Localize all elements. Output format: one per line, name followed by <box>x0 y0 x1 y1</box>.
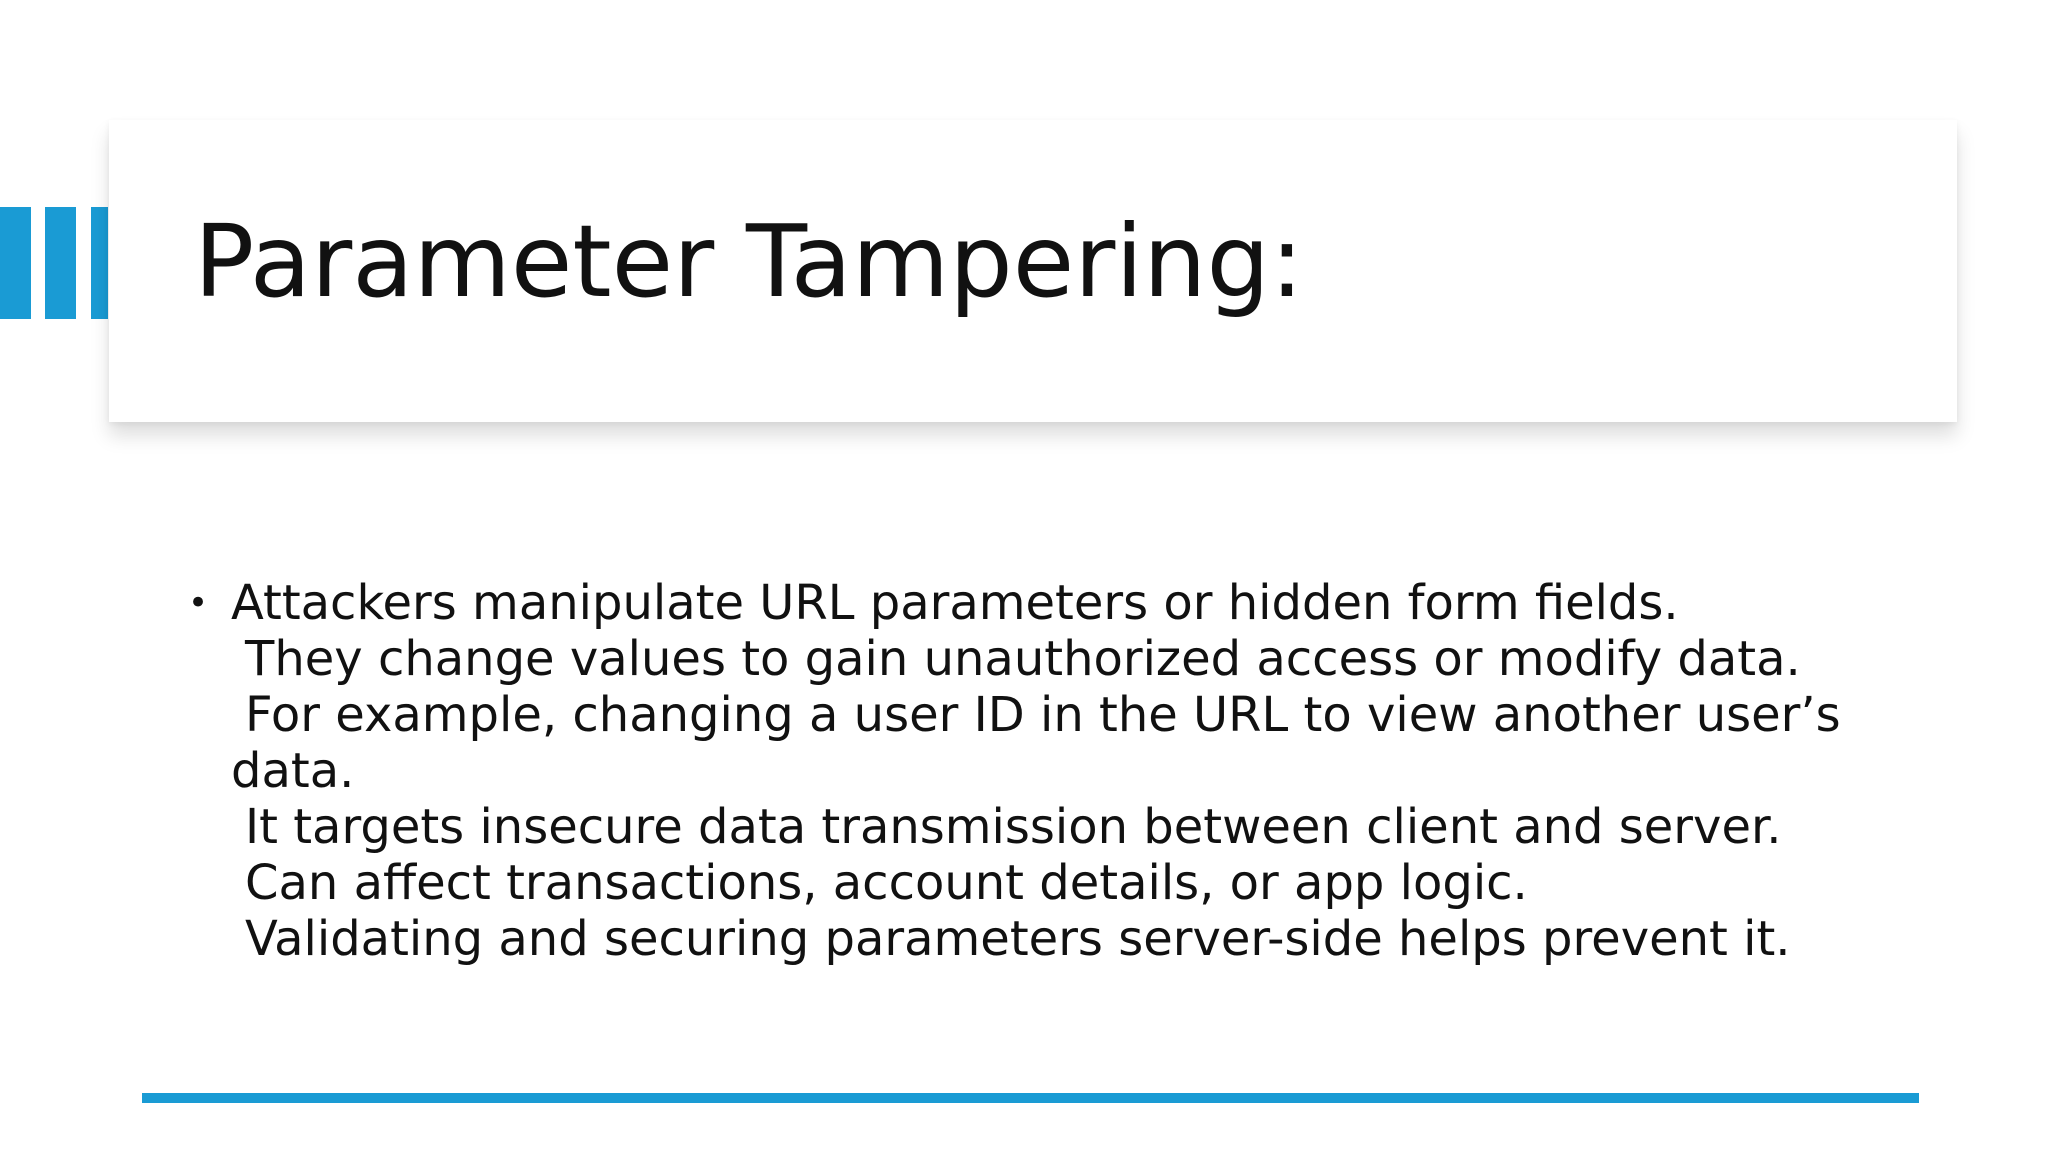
bullet-line: Validating and securing parameters server-side helps prevent it. <box>245 911 1791 967</box>
title-accent-bars <box>0 207 110 319</box>
bullet-line: It targets insecure data transmission between client and server. <box>245 799 1782 855</box>
slide-title: Parameter Tampering: <box>194 203 1304 320</box>
bullet-line: Attackers manipulate URL parameters or hidden form fields. <box>231 575 1679 631</box>
bullet-line: data. <box>231 743 355 799</box>
slide-body <box>188 575 1888 967</box>
bottom-divider <box>142 1093 1919 1103</box>
accent-bar-1 <box>0 207 31 319</box>
accent-bar-2 <box>45 207 76 319</box>
bullet-line: For example, changing a user ID in the URL to view another user’s <box>245 687 1841 743</box>
bullet-line: They change values to gain unauthorized access or modify data. <box>245 631 1801 687</box>
bullet-marker: • <box>188 583 209 623</box>
accent-bar-3 <box>91 207 108 319</box>
title-card <box>109 120 1957 422</box>
bullet-line: Can affect transactions, account details, or app logic. <box>245 855 1528 911</box>
bullet-item <box>188 575 1888 967</box>
